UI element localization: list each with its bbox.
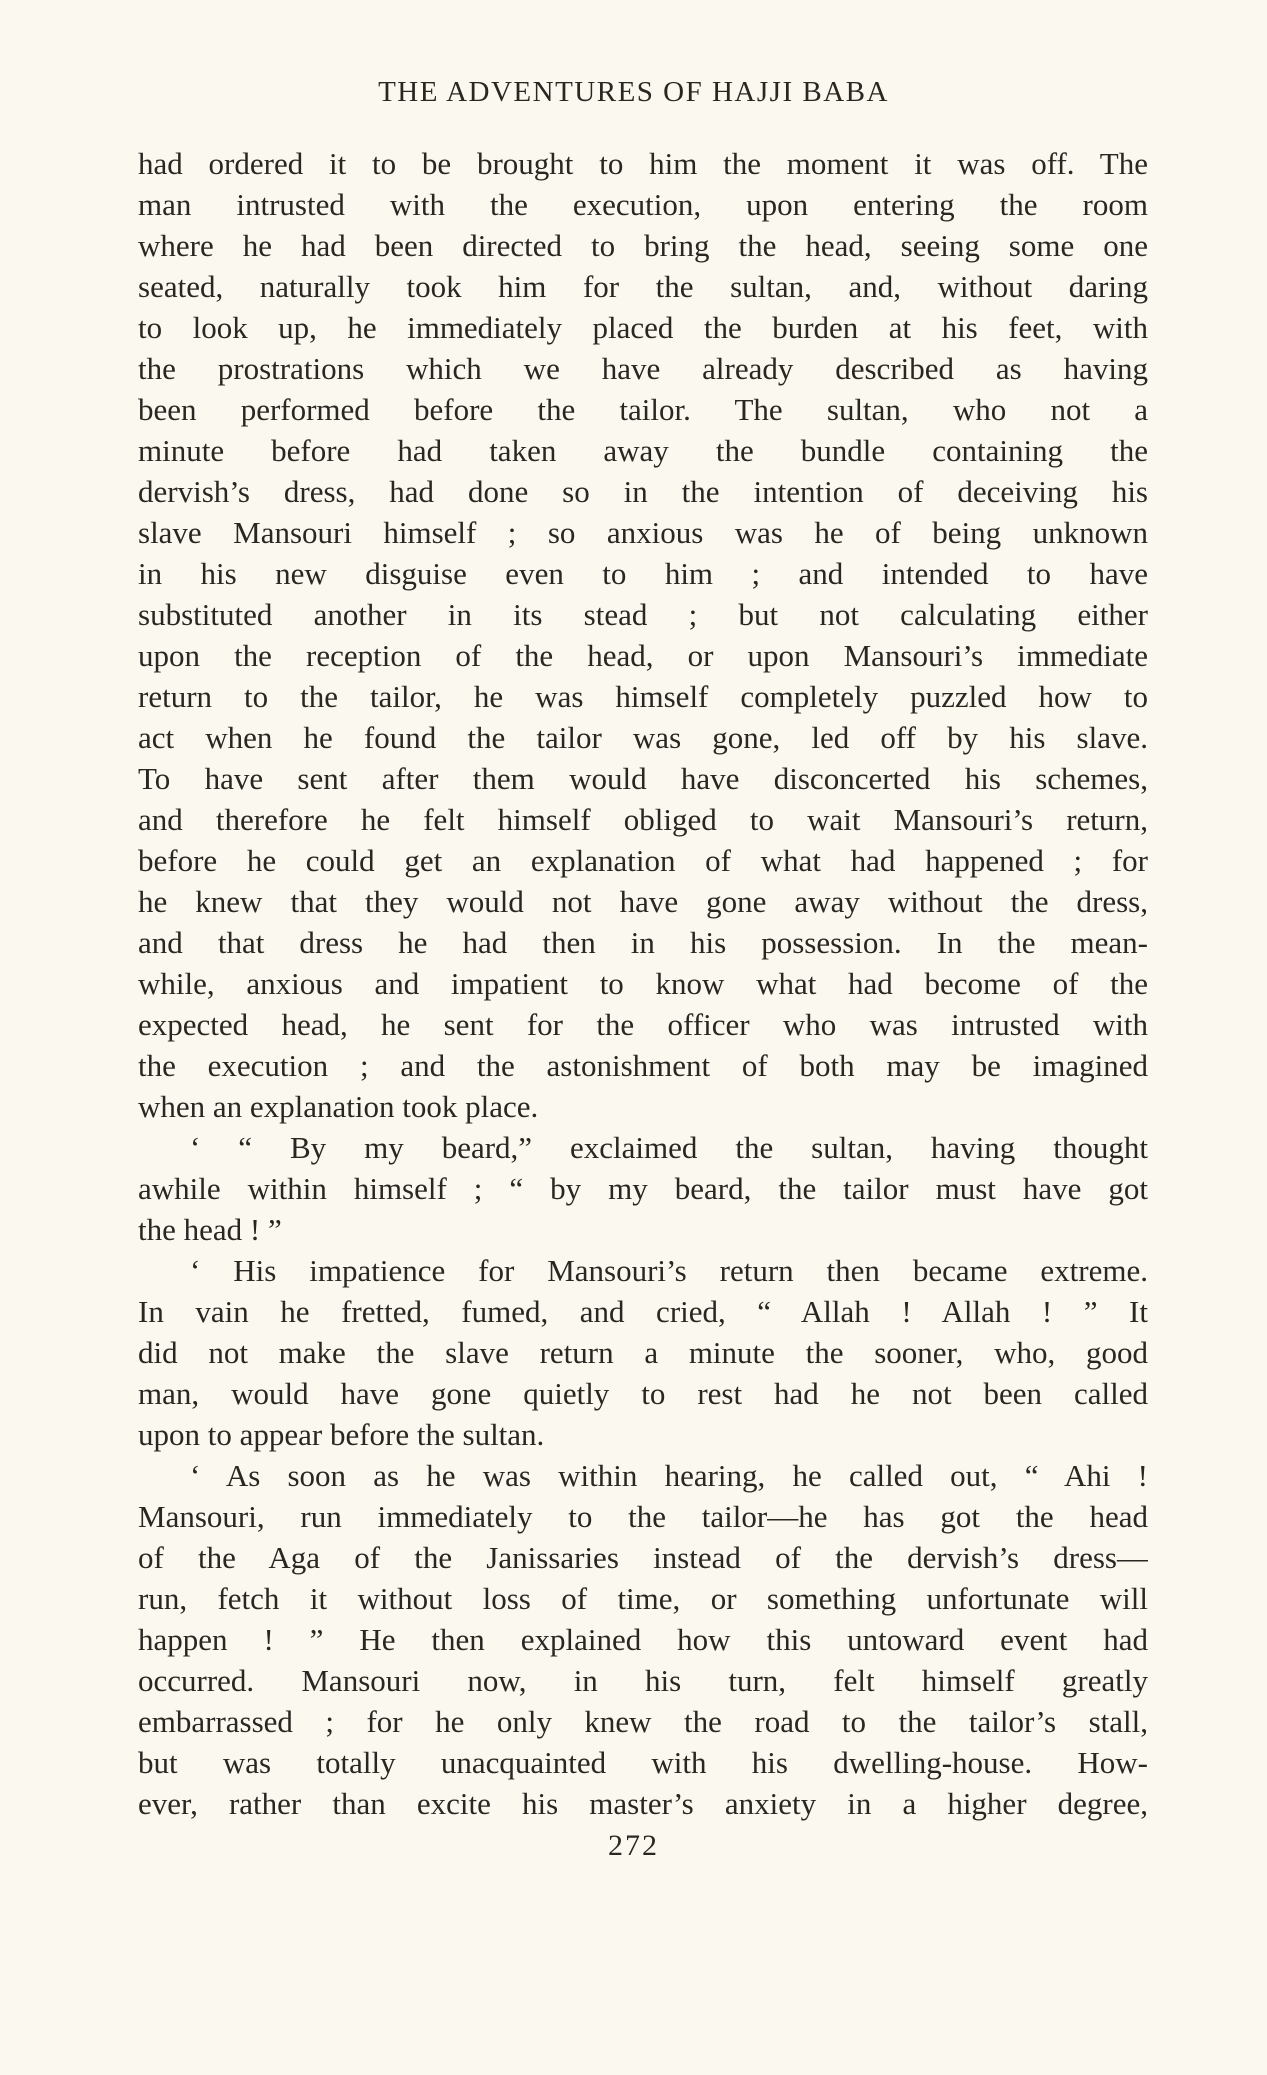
text-line-39: embarrassed ; for he only knew the road to the tailor’s stall, — [138, 1704, 1148, 1739]
text-line-40: but was totally unacquainted with his dwelling-house. How- — [138, 1745, 1148, 1780]
text-line-6: the prostrations which we have already described as having — [138, 351, 1148, 386]
text-line-16: To have sent after them would have disconcerted his schemes, — [138, 761, 1148, 796]
text-line-5: to look up, he immediately placed the burden at his feet, with — [138, 310, 1148, 345]
text-line-38: occurred. Mansouri now, in his turn, felt himself greatly — [138, 1663, 1148, 1698]
text-line-23: the execution ; and the astonishment of both may be imagined — [138, 1048, 1148, 1083]
text-line-9: dervish’s dress, had done so in the intention of deceiving his — [138, 474, 1148, 509]
text-line-15: act when he found the tailor was gone, led off by his slave. — [138, 720, 1148, 755]
text-line-34: Mansouri, run immediately to the tailor—he has got the head — [138, 1499, 1148, 1534]
text-line-21: while, anxious and impatient to know what had become of the — [138, 966, 1148, 1001]
text-line-24: when an explanation took place. — [138, 1089, 539, 1124]
text-line-22: expected head, he sent for the officer who was intrusted with — [138, 1007, 1148, 1042]
text-line-29: In vain he fretted, fumed, and cried, “ Allah ! Allah ! ” It — [138, 1294, 1148, 1329]
text-line-32: upon to appear before the sultan. — [138, 1417, 545, 1452]
text-line-19: he knew that they would not have gone away without the dress, — [138, 884, 1148, 919]
text-line-18: before he could get an explanation of what had happened ; for — [138, 843, 1148, 878]
text-line-10: slave Mansouri himself ; so anxious was he of being unknown — [138, 515, 1148, 550]
text-line-35: of the Aga of the Janissaries instead of the dervish’s dress— — [138, 1540, 1148, 1575]
text-line-41: ever, rather than excite his master’s anxiety in a higher degree, — [138, 1786, 1148, 1821]
running-head: THE ADVENTURES OF HAJJI BABA — [378, 76, 889, 108]
text-line-3: where he had been directed to bring the head, seeing some one — [138, 228, 1148, 263]
page-number: 272 — [608, 1829, 659, 1862]
text-line-37: happen ! ” He then explained how this untoward event had — [138, 1622, 1148, 1657]
text-line-17: and therefore he felt himself obliged to wait Mansouri’s return, — [138, 802, 1148, 837]
text-line-12: substituted another in its stead ; but not calculating either — [138, 597, 1148, 632]
text-line-11: in his new disguise even to him ; and intended to have — [138, 556, 1148, 591]
text-line-27: the head ! ” — [138, 1212, 282, 1247]
text-line-20: and that dress he had then in his possession. In the mean- — [138, 925, 1148, 960]
text-line-4: seated, naturally took him for the sultan, and, without daring — [138, 269, 1148, 304]
text-line-14: return to the tailor, he was himself completely puzzled how to — [138, 679, 1148, 714]
text-line-28: ‘ His impatience for Mansouri’s return then became extreme. — [190, 1253, 1148, 1288]
text-line-36: run, fetch it without loss of time, or something unfortunate will — [138, 1581, 1148, 1616]
text-line-33: ‘ As soon as he was within hearing, he called out, “ Ahi ! — [190, 1458, 1148, 1493]
text-line-2: man intrusted with the execution, upon entering the room — [138, 187, 1148, 222]
text-line-8: minute before had taken away the bundle containing the — [138, 433, 1148, 468]
text-line-13: upon the reception of the head, or upon Mansouri’s immediate — [138, 638, 1148, 673]
text-line-26: awhile within himself ; “ by my beard, the tailor must have got — [138, 1171, 1148, 1206]
text-line-30: did not make the slave return a minute the sooner, who, good — [138, 1335, 1148, 1370]
text-line-7: been performed before the tailor. The sultan, who not a — [138, 392, 1148, 427]
text-line-31: man, would have gone quietly to rest had he not been called — [138, 1376, 1148, 1411]
body-text — [138, 143, 1148, 1824]
text-line-25: ‘ “ By my beard,” exclaimed the sultan, having thought — [190, 1130, 1148, 1165]
text-line-1: had ordered it to be brought to him the moment it was off. The — [138, 146, 1148, 181]
